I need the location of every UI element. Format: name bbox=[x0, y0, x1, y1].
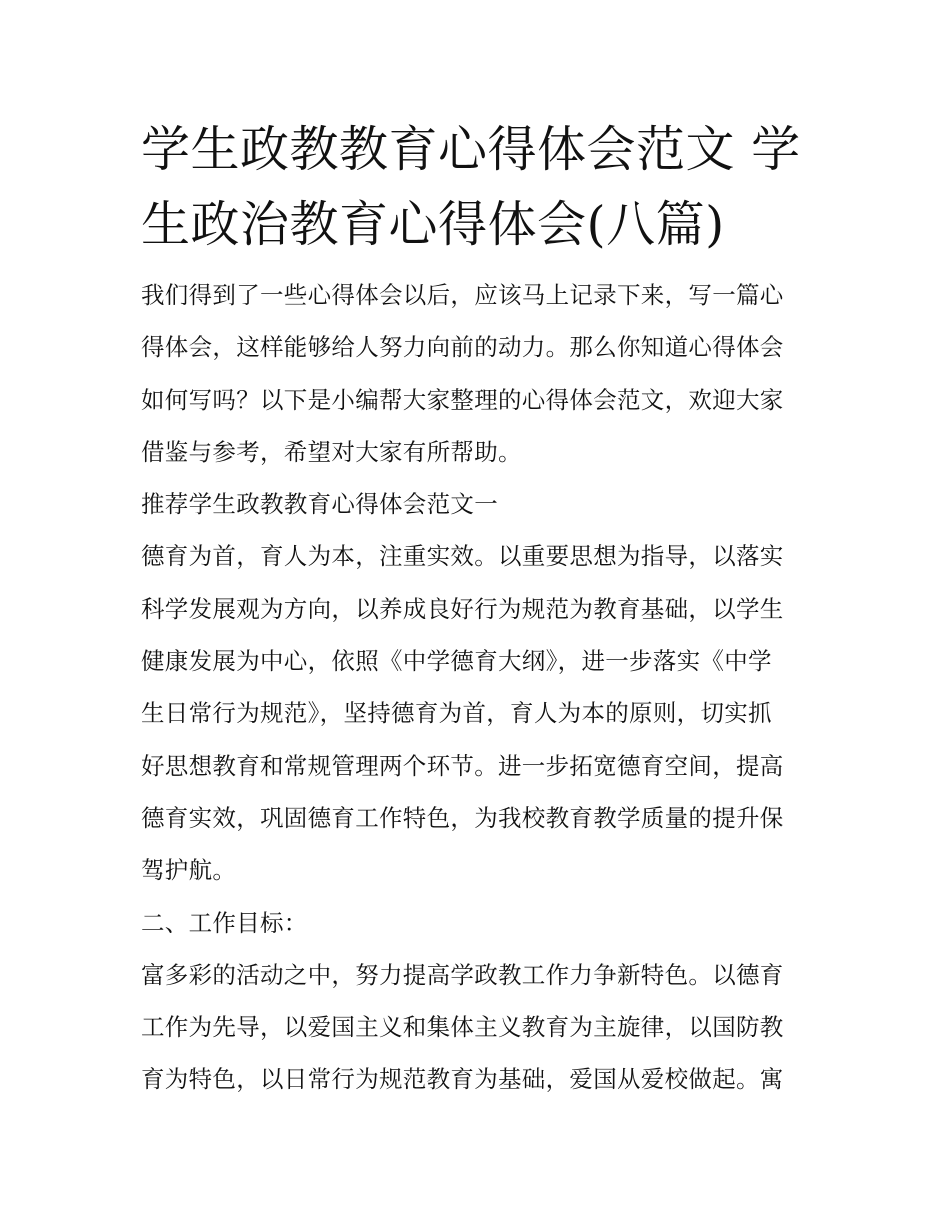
body-line: 工作为先导，以爱国主义和集体主义教育为主旋律，以国防教 bbox=[141, 1013, 784, 1042]
body-line: 科学发展观为方向，以养成良好行为规范为教育基础，以学生 bbox=[141, 594, 784, 623]
document-body bbox=[141, 269, 813, 1106]
intro-line: 得体会，这样能够给人努力向前的动力。那么你知道心得体会 bbox=[141, 333, 784, 362]
body-line: 德育实效，巩固德育工作特色，为我校教育教学质量的提升保 bbox=[141, 803, 784, 832]
title-line: 生政治教育心得体会(八篇) bbox=[141, 196, 725, 253]
section-heading: 二、工作目标： bbox=[141, 908, 308, 937]
body-line: 富多彩的活动之中，努力提高学政教工作力争新特色。以德育 bbox=[141, 960, 784, 989]
body-line: 健康发展为中心，依照《中学德育大纲》，进一步落实《中学 bbox=[141, 647, 772, 676]
intro-line: 如何写吗？以下是小编帮大家整理的心得体会范文，欢迎大家 bbox=[141, 385, 784, 414]
intro-line: 借鉴与参考，希望对大家有所帮助。 bbox=[141, 437, 522, 466]
section-heading: 推荐学生政教教育心得体会范文一 bbox=[141, 490, 498, 519]
body-line: 生日常行为规范》，坚持德育为首，育人为本的原则，切实抓 bbox=[141, 699, 772, 728]
intro-line: 我们得到了一些心得体会以后，应该马上记录下来，写一篇心 bbox=[141, 281, 784, 309]
document-page bbox=[141, 112, 813, 1106]
body-line: 德育为首，育人为本，注重实效。以重要思想为指导，以落实 bbox=[141, 542, 784, 571]
body-line: 驾护航。 bbox=[141, 856, 237, 885]
body-line: 好思想教育和常规管理两个环节。进一步拓宽德育空间，提高 bbox=[141, 751, 784, 780]
title-line: 学生政教教育心得体会范文 学 bbox=[141, 121, 801, 178]
body-line: 育为特色，以日常行为规范教育为基础，爱国从爱校做起。寓 bbox=[141, 1065, 784, 1094]
document-title bbox=[141, 112, 813, 262]
